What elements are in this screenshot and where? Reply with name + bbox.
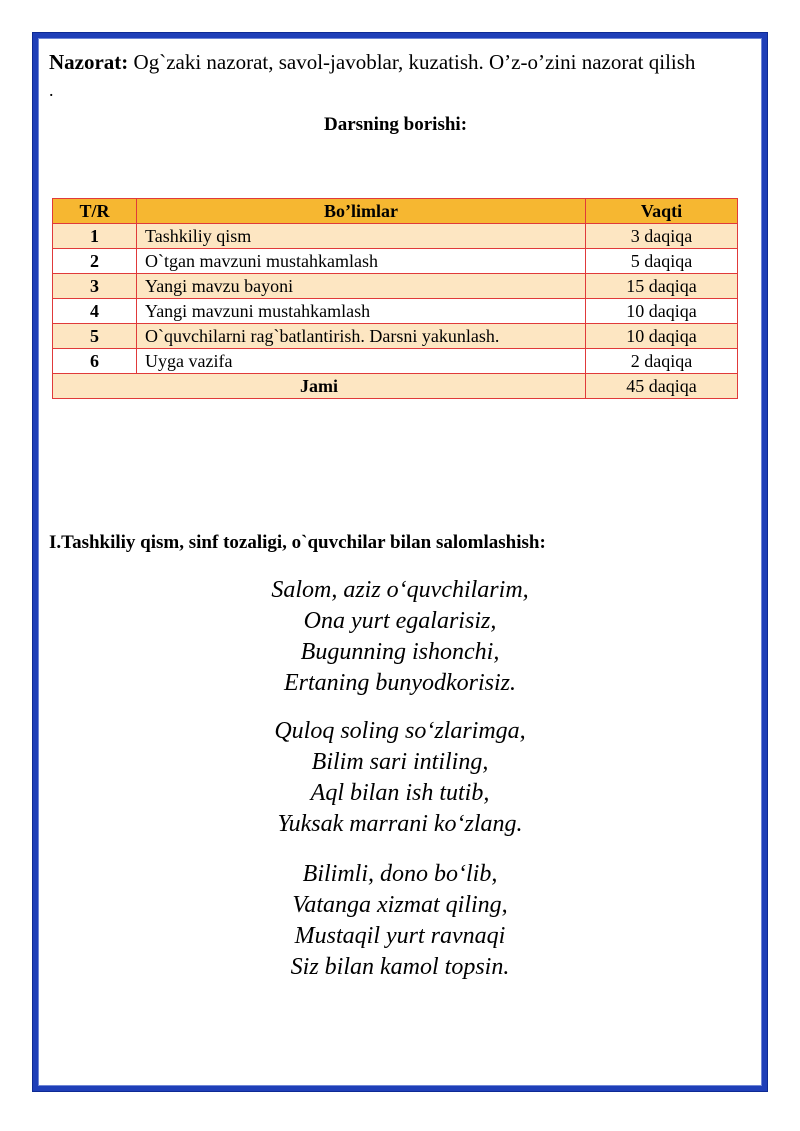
row-number: 2: [53, 249, 137, 274]
table-total-row: [53, 374, 738, 399]
row-number: 1: [53, 224, 137, 249]
row-section: Yangi mavzuni mustahkamlash: [137, 299, 586, 324]
row-number: 5: [53, 324, 137, 349]
nazorat-text: Og`zaki nazorat, savol-javoblar, kuzatish. O’z-o’zini nazorat qilish: [128, 50, 696, 74]
row-time: 15 daqiqa: [586, 274, 738, 299]
section-heading: I.Tashkiliy qism, sinf tozaligi, o`quvchilar bilan salomlashish:: [49, 532, 546, 553]
poem-line: Bugunning ishonchi,: [300, 639, 500, 665]
table-row: [53, 224, 738, 249]
poem-line: Quloq soling so‘zlarimga,: [274, 718, 526, 744]
lesson-title: Darsning borishi:: [323, 114, 468, 135]
header-sections: Bo’limlar: [137, 199, 586, 224]
row-section: O`quvchilarni rag`batlantirish. Darsni yakunlash.: [137, 324, 586, 349]
header-time: Vaqti: [586, 199, 738, 224]
poem-line: Bilim sari intiling,: [311, 749, 489, 775]
poem-stanza-2: [0, 716, 800, 840]
poem-line: Vatanga xizmat qiling,: [292, 892, 508, 918]
row-section: Uyga vazifa: [137, 349, 586, 374]
table-row: [53, 324, 738, 349]
row-number: 3: [53, 274, 137, 299]
row-section: Tashkiliy qism: [137, 224, 586, 249]
nazorat-label: Nazorat:: [49, 50, 129, 74]
row-time: 5 daqiqa: [586, 249, 738, 274]
total-time: 45 daqiqa: [586, 374, 738, 399]
table-row: [53, 274, 738, 299]
lesson-plan-table: [52, 198, 738, 399]
poem-line: Aql bilan ish tutib,: [310, 780, 490, 806]
poem-stanza-3: [0, 859, 800, 983]
poem-line: Ona yurt egalarisiz,: [303, 608, 497, 634]
poem-line: Mustaqil yurt ravnaqi: [294, 923, 506, 949]
row-time: 10 daqiqa: [586, 324, 738, 349]
row-section: O`tgan mavzuni mustahkamlash: [137, 249, 586, 274]
row-number: 6: [53, 349, 137, 374]
table-header-row: [53, 199, 738, 224]
nazorat-paragraph: [49, 46, 742, 78]
row-time: 2 daqiqa: [586, 349, 738, 374]
poem-line: Bilimli, dono bo‘lib,: [302, 861, 498, 887]
stray-dot: .: [49, 80, 54, 100]
table-row: [53, 249, 738, 274]
row-number: 4: [53, 299, 137, 324]
total-label: Jami: [53, 374, 586, 399]
row-section: Yangi mavzu bayoni: [137, 274, 586, 299]
poem-line: Siz bilan kamol topsin.: [290, 954, 510, 980]
header-tr: T/R: [53, 199, 137, 224]
poem-line: Ertaning bunyodkorisiz.: [284, 670, 516, 696]
row-time: 3 daqiqa: [586, 224, 738, 249]
table-row: [53, 299, 738, 324]
table-row: [53, 349, 738, 374]
poem-stanza-1: [0, 575, 800, 699]
document-body: [49, 46, 742, 136]
poem-line: Yuksak marrani ko‘zlang.: [277, 811, 523, 837]
poem-line: Salom, aziz o‘quvchilarim,: [271, 577, 529, 603]
row-time: 10 daqiqa: [586, 299, 738, 324]
